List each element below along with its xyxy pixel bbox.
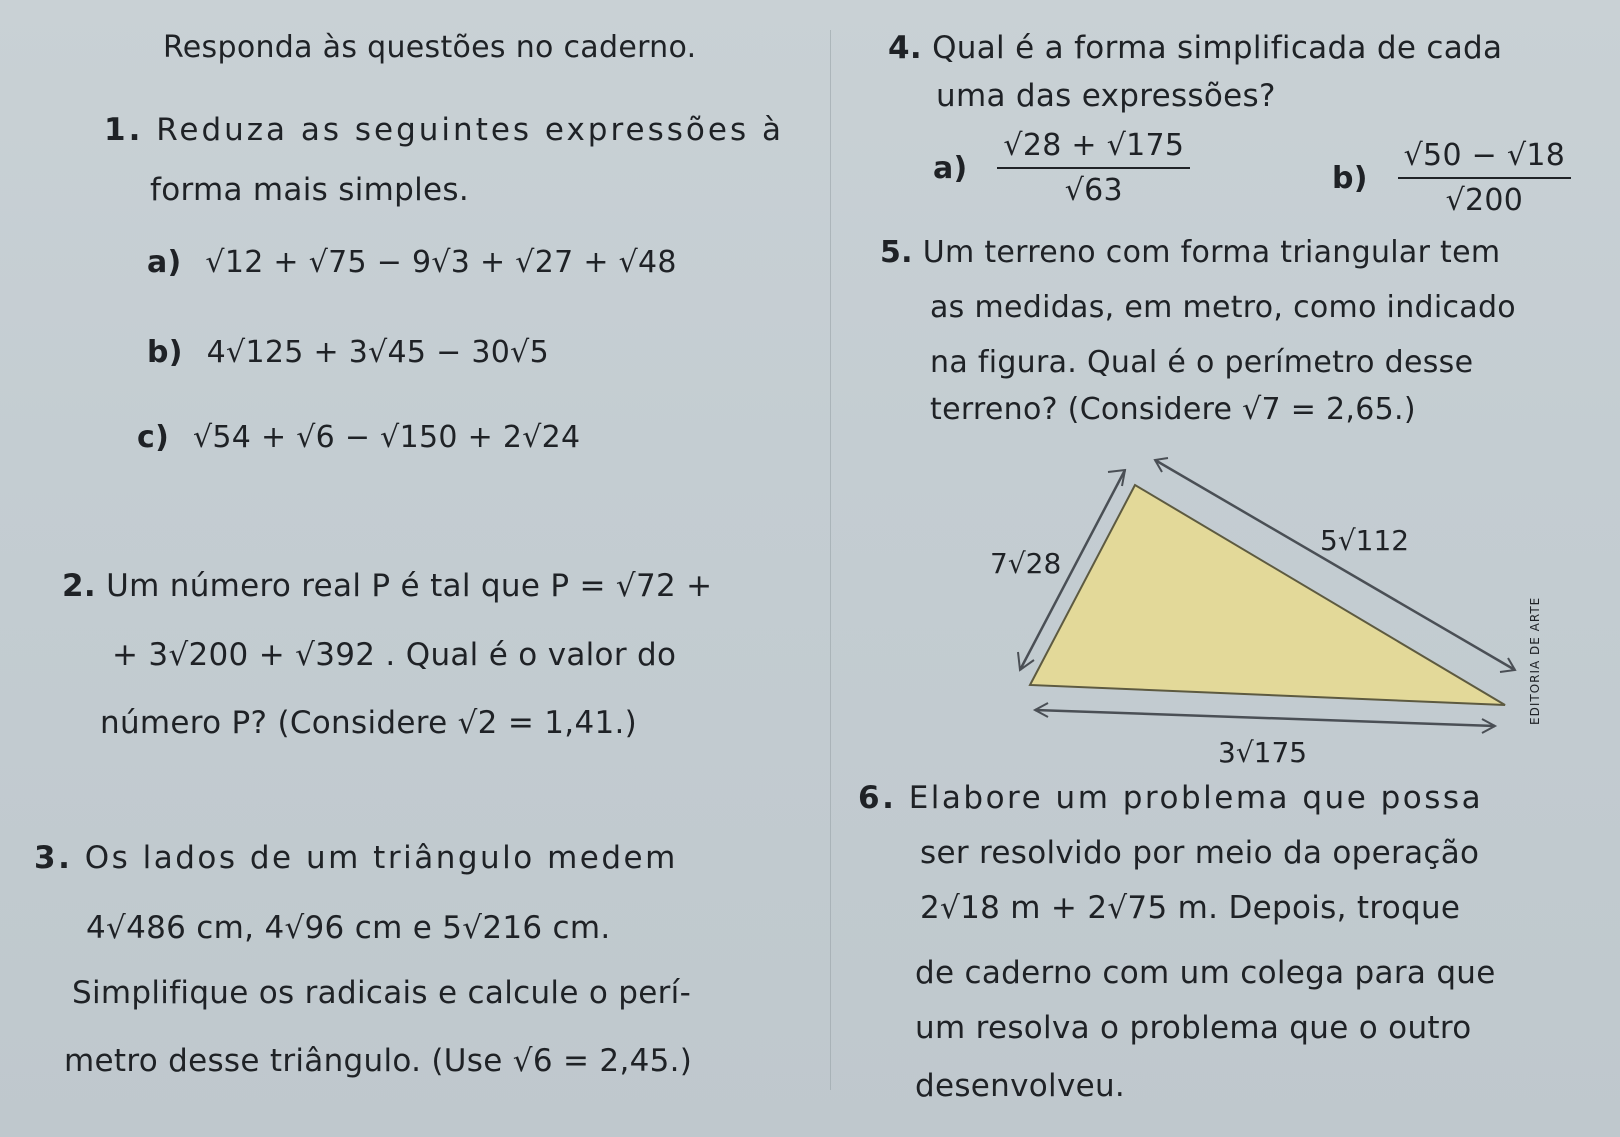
- figure-credit: EDITORIA DE ARTE: [1528, 596, 1542, 725]
- item-label: b): [147, 335, 183, 370]
- side-right-label: 5√112: [1320, 524, 1410, 557]
- question-number: 5.: [880, 235, 913, 270]
- item-1c: [137, 420, 580, 455]
- math-expression: √12 + √75 − 9√3 + √27 + √48: [205, 245, 677, 280]
- question-text: Elabore um problema que possa: [908, 780, 1484, 816]
- fraction-numerator: √28 + √175: [997, 128, 1190, 169]
- question-text: Simplifique os radicais e calcule o perí-: [72, 975, 692, 1011]
- question-text: na figura. Qual é o perímetro desse: [930, 345, 1474, 380]
- item-1a: [147, 245, 677, 280]
- item-label: b): [1332, 160, 1368, 196]
- question-text: um resolva o problema que o outro: [915, 1010, 1472, 1046]
- intro-text: Responda às questões no caderno.: [163, 30, 697, 65]
- item-4b: [1332, 138, 1577, 218]
- column-divider: [830, 30, 831, 1090]
- triangle-shape: [1030, 485, 1505, 705]
- fraction-numerator: √50 − √18: [1398, 138, 1572, 179]
- question-text: Reduza as seguintes expressões à: [156, 112, 784, 148]
- question-number: 1.: [104, 112, 144, 148]
- question-text: as medidas, em metro, como indicado: [930, 290, 1516, 325]
- question-number: 6.: [858, 780, 897, 816]
- question-text: metro desse triângulo. (Use √6 = 2,45.): [64, 1043, 693, 1079]
- side-bottom-label: 3√175: [1218, 736, 1308, 769]
- question-text: número P? (Considere √2 = 1,41.): [100, 705, 638, 741]
- question-text: 4√486 cm, 4√96 cm e 5√216 cm.: [86, 910, 611, 946]
- item-label: a): [147, 245, 182, 280]
- question-text: Um número real P é tal que P = √72 +: [106, 568, 713, 604]
- question-number: 2.: [62, 568, 96, 604]
- question-text: Um terreno com forma triangular tem: [922, 235, 1501, 270]
- question-text: de caderno com um colega para que: [915, 955, 1496, 991]
- item-label: a): [933, 150, 968, 186]
- question-text: 2√18 m + 2√75 m. Depois, troque: [920, 890, 1461, 926]
- side-bottom-arrow: [1035, 710, 1495, 726]
- question-text: ser resolvido por meio da operação: [920, 835, 1480, 871]
- item-4a: [933, 128, 1196, 208]
- fraction: [997, 128, 1190, 208]
- question-text: terreno? (Considere √7 = 2,65.): [930, 392, 1416, 427]
- question-text: forma mais simples.: [150, 172, 469, 208]
- question-text: + 3√200 + √392 . Qual é o valor do: [112, 637, 677, 673]
- item-label: c): [137, 420, 170, 455]
- triangle-figure: [990, 430, 1570, 770]
- question-number: 3.: [34, 840, 73, 876]
- question-text: Qual é a forma simplificada de cada: [932, 30, 1503, 66]
- math-expression: √54 + √6 − √150 + 2√24: [192, 420, 581, 455]
- item-1b: [147, 335, 549, 370]
- fraction: [1398, 138, 1572, 218]
- fraction-denominator: √63: [1064, 173, 1123, 208]
- question-text: uma das expressões?: [936, 78, 1276, 114]
- question-text: Os lados de um triângulo medem: [84, 840, 678, 876]
- question-text: desenvolveu.: [915, 1068, 1126, 1104]
- question-number: 4.: [888, 30, 922, 66]
- side-left-label: 7√28: [990, 547, 1062, 580]
- fraction-denominator: √200: [1445, 183, 1524, 218]
- math-expression: 4√125 + 3√45 − 30√5: [206, 335, 549, 370]
